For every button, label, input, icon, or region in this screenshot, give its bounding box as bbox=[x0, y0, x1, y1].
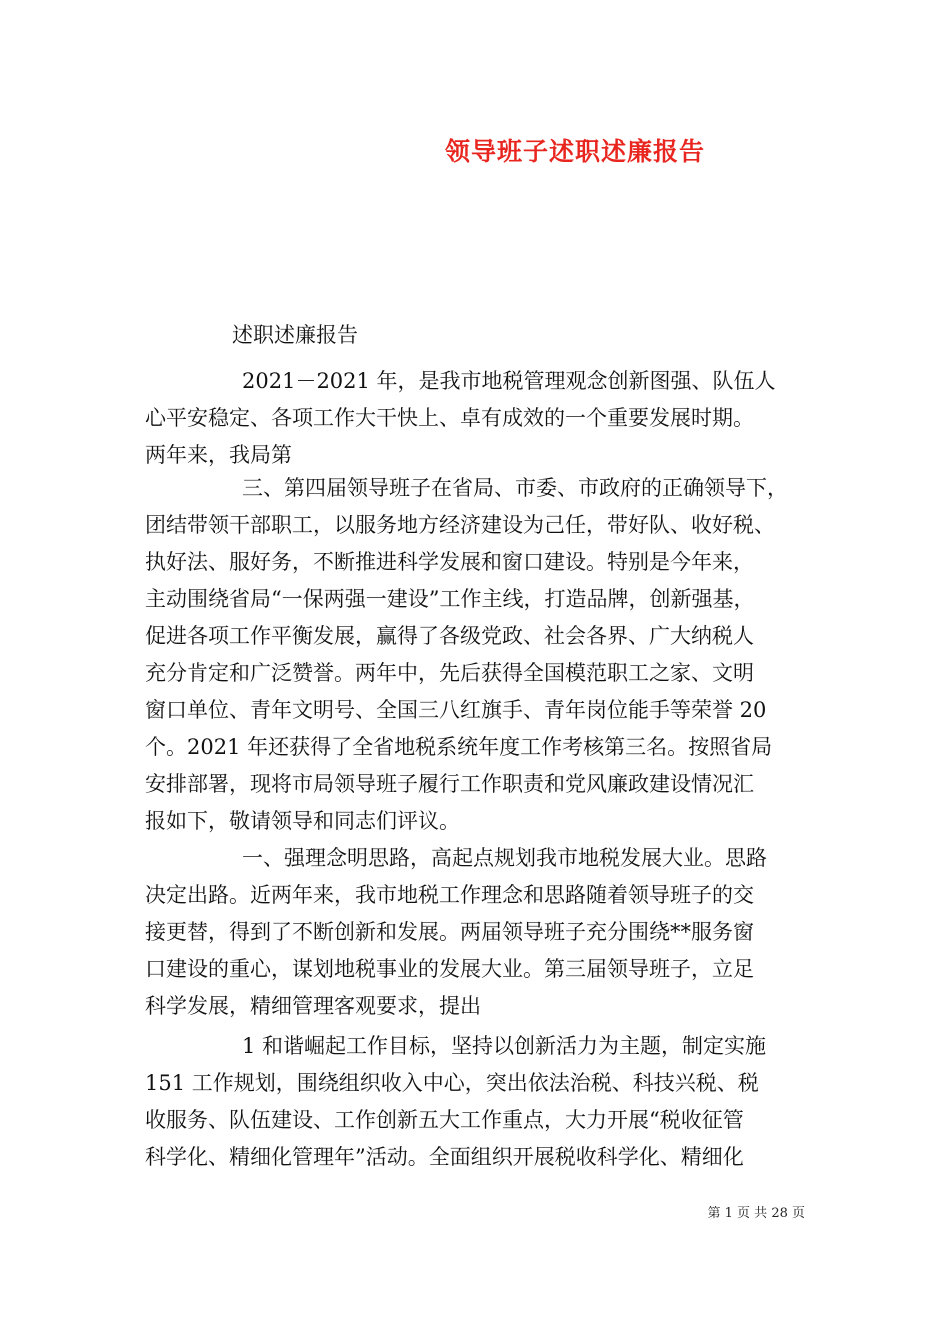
paragraph-line: 决定出路。近两年来，我市地税工作理念和思路随着领导班子的交 bbox=[145, 883, 754, 907]
body-text-block-4 bbox=[145, 1028, 825, 1176]
paragraph-line: 收服务、队伍建设、工作创新五大工作重点，大力开展“税收征管 bbox=[145, 1108, 744, 1132]
paragraph-line: 1 和谐崛起工作目标，坚持以创新活力为主题，制定实施 bbox=[242, 1034, 767, 1058]
paragraph-line: 促进各项工作平衡发展，赢得了各级党政、社会各界、广大纳税人 bbox=[145, 624, 754, 648]
paragraph-line: 一、强理念明思路，高起点规划我市地税发展大业。思路 bbox=[242, 846, 767, 870]
paragraph-line: 接更替，得到了不断创新和发展。两届领导班子充分围绕**服务窗 bbox=[145, 920, 754, 944]
paragraph-line: 三、第四届领导班子在省局、市委、市政府的正确领导下， bbox=[242, 476, 788, 500]
paragraph-line: 科学发展，精细管理客观要求，提出 bbox=[145, 994, 481, 1018]
paragraph-line: 团结带领干部职工，以服务地方经济建设为己任，带好队、收好税、 bbox=[145, 513, 775, 537]
body-text-block-1 bbox=[145, 363, 825, 474]
page-number-footer: 第 1 页 共 28 页 bbox=[707, 1206, 805, 1221]
paragraph-line: 口建设的重心，谋划地税事业的发展大业。第三届领导班子，立足 bbox=[145, 957, 754, 981]
paragraph-line: 2021－2021 年，是我市地税管理观念创新图强、队伍人 bbox=[242, 369, 776, 393]
page-title: 领导班子述职述廉报告 bbox=[444, 137, 705, 166]
paragraph-line: 科学化、精细化管理年”活动。全面组织开展税收科学化、精细化 bbox=[145, 1145, 744, 1169]
paragraph-line: 安排部署，现将市局领导班子履行工作职责和党风廉政建设情况汇 bbox=[145, 772, 754, 796]
paragraph-line: 主动围绕省局“一保两强一建设”工作主线，打造品牌，创新强基， bbox=[145, 587, 755, 611]
paragraph-line: 执好法、服好务，不断推进科学发展和窗口建设。特别是今年来， bbox=[145, 550, 754, 574]
paragraph-line: 个。2021 年还获得了全省地税系统年度工作考核第三名。按照省局 bbox=[145, 735, 773, 759]
paragraph-line: 充分肯定和广泛赞誉。两年中，先后获得全国模范职工之家、文明 bbox=[145, 661, 754, 685]
paragraph-line: 窗口单位、青年文明号、全国三八红旗手、青年岗位能手等荣誉 20 bbox=[145, 698, 767, 722]
paragraph-line: 报如下，敬请领导和同志们评议。 bbox=[145, 809, 460, 833]
paragraph-line: 心平安稳定、各项工作大干快上、卓有成效的一个重要发展时期。 bbox=[145, 406, 754, 430]
paragraph-line: 两年来，我局第 bbox=[145, 443, 292, 467]
body-text-block-3 bbox=[145, 840, 825, 1025]
body-text-block-2 bbox=[145, 470, 825, 840]
paragraph-line: 151 工作规划，围绕组织收入中心，突出依法治税、科技兴税、税 bbox=[145, 1071, 759, 1095]
report-subheading: 述职述廉报告 bbox=[232, 323, 358, 347]
